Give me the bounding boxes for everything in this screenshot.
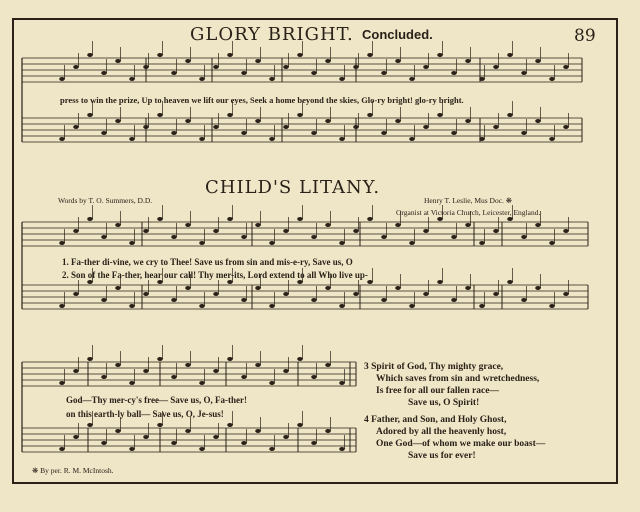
hymn1-title: GLORY BRIGHT. (190, 24, 354, 45)
stanza4-line1: 4 Father, and Son, and Holy Ghost, (364, 415, 507, 425)
stanza3-line4: Save us, O Spirit! (408, 398, 480, 408)
verse2-line2: on this earth-ly ball— Save us, O, Je-sus! (66, 409, 224, 419)
composer: Henry T. Leslie, Mus Doc. ❋ (424, 196, 513, 205)
stanza3-line1: 3 Spirit of God, Thy mighty grace, (364, 362, 504, 372)
verse2-line1: 2. Son of the Fa-ther, hear our call! Thy mer-its, Lord extend to all Who live up- (62, 270, 368, 280)
words-by: Words by T. O. Summers, D.D. (58, 196, 153, 205)
stanza4-line3: One God—of whom we make our boast— (376, 439, 546, 449)
stanza4-line4: Save us for ever! (408, 451, 476, 461)
footnote: ❋ By per. R. M. McIntosh. (32, 466, 114, 475)
hymn2-title: CHILD'S LITANY. (205, 177, 381, 198)
verse1-line1: 1. Fa-ther di-vine, we cry to Thee! Save us from sin and mis-e-ry, Save us, O (62, 257, 353, 267)
stanza3-line2: Which saves from sin and wretchedness, (376, 374, 540, 384)
stanza3-line3: Is free for all our fallen race— (376, 386, 499, 396)
stanza4-line2: Adored by all the heavenly host, (376, 427, 507, 437)
verse1-line2: God—Thy mer-cy's free— Save us, O, Fa-ther! (66, 395, 247, 405)
hymn1-lyrics: press to win the prize, Up to heaven we lift our eyes, Seek a home beyond the skies, Glo-ry bright! glo-ry bright. (60, 95, 464, 105)
staff-lines (22, 58, 588, 452)
composer-role: Organist at Victoria Church, Leicester, England. (396, 208, 541, 217)
page-number: 89 (574, 26, 596, 46)
hymn1-subtitle: Concluded. (362, 27, 433, 42)
